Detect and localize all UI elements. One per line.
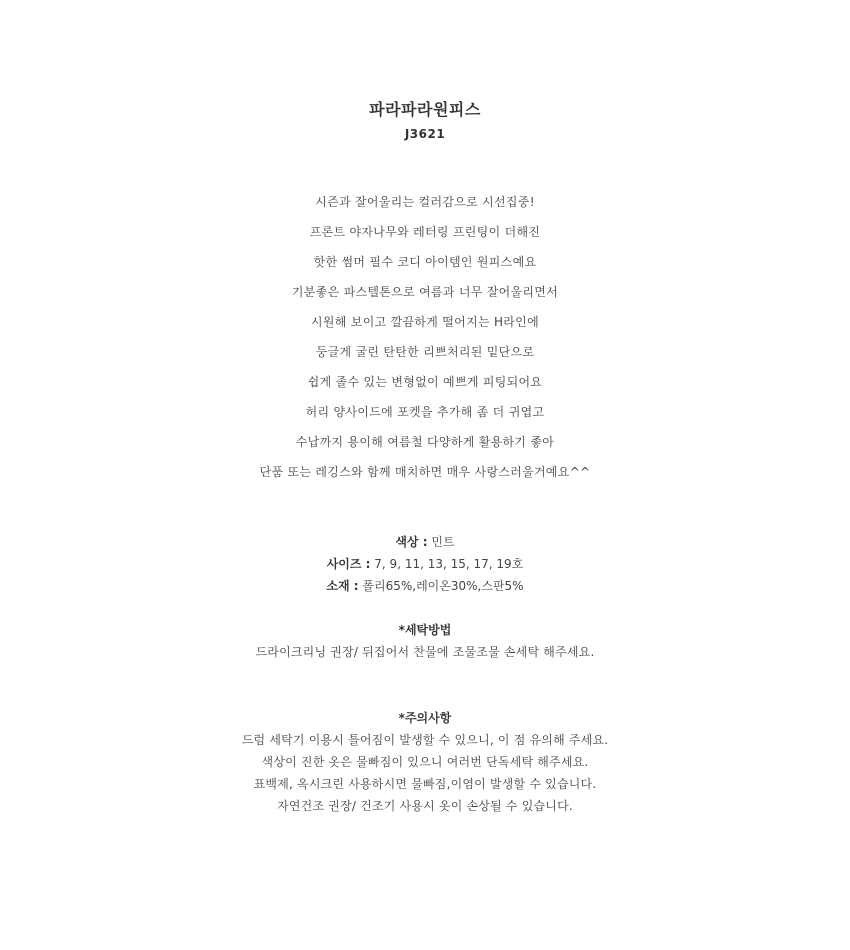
spec-color-value: 민트 xyxy=(431,535,455,549)
caution-line: 드럼 세탁기 이용시 틀어짐이 발생할 수 있으니, 이 점 유의해 주세요. xyxy=(241,733,609,747)
caution-line: 자연건조 권장/ 건조기 사용시 옷이 손상될 수 있습니다. xyxy=(277,799,573,813)
spec-size-label: 사이즈 : xyxy=(326,557,371,571)
caution-line: 색상이 진한 옷은 물빠짐이 있으니 여러번 단독세탁 해주세요. xyxy=(261,755,589,769)
spec-size-value: 7, 9, 11, 13, 15, 17, 19호 xyxy=(374,557,524,571)
spec-material xyxy=(0,577,850,594)
description-line: 기분좋은 파스텔톤으로 여름과 너무 잘어울리면서 xyxy=(291,285,559,299)
spec-size xyxy=(0,555,850,572)
description-line: 수납까지 용이해 여름철 다양하게 활용하기 좋아 xyxy=(295,435,555,449)
description-line: 둥글게 굴린 탄탄한 리쁘처리된 밑단으로 xyxy=(315,345,535,359)
description-line: 허리 양사이드에 포켓을 추가해 좀 더 귀엽고 xyxy=(305,405,545,419)
washing-text: 드라이크리닝 권장/ 뒤집어서 찬물에 조물조물 손세탁 해주세요. xyxy=(255,645,595,659)
caution-line: 표백제, 옥시크린 사용하시면 물빠짐,이염이 발생할 수 있습니다. xyxy=(253,777,597,791)
spec-color-label: 색상 : xyxy=(395,535,428,549)
description-line: 핫한 썸머 필수 코디 아이템인 원피스예요 xyxy=(313,255,537,269)
description-line: 쉽게 졸수 있는 변형없이 예쁘게 피팅되어요 xyxy=(307,375,543,389)
description-line: 시원해 보이고 깔끔하게 떨어지는 H라인에 xyxy=(311,315,539,329)
description-line: 시즌과 잘어울리는 컬러감으로 시선집중! xyxy=(315,195,535,209)
caution-heading: *주의사항 xyxy=(398,711,452,725)
spec-material-label: 소재 : xyxy=(326,579,359,593)
product-title: 파라파라원피스 xyxy=(369,100,481,119)
washing-heading: *세탁방법 xyxy=(398,623,452,637)
spec-color xyxy=(0,533,850,550)
spec-material-value: 폴리65%,레이온30%,스판5% xyxy=(362,579,524,593)
description-line: 단품 또는 레깅스와 함께 매치하면 매우 사랑스러울거예요^^ xyxy=(259,465,591,479)
product-code: J3621 xyxy=(404,127,446,141)
description-line: 프론트 야자나무와 레터링 프린팅이 더해진 xyxy=(309,225,541,239)
